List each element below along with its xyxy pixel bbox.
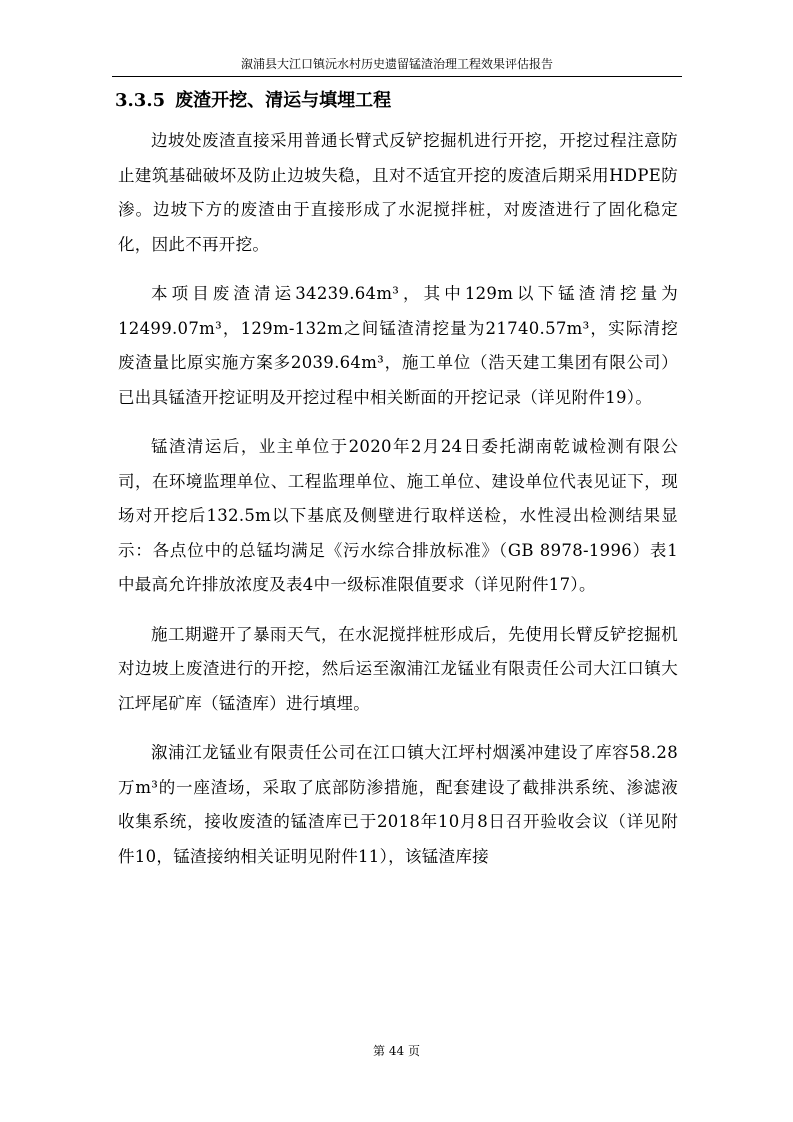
running-header: 溆浦县大江口镇沅水村历史遗留锰渣治理工程效果评估报告 xyxy=(240,57,553,71)
paragraph-excavation-method: 边坡处废渣直接采用普通长臂式反铲挖掘机进行开挖，开挖过程注意防止建筑基础破坏及防止边坡失稳，且对不适宜开挖的废渣后期采用HDPE防渗。边坡下方的废渣由于直接形成了水泥搅拌桩，对废渣进行了固化稳定化，因此不再开挖。 xyxy=(118,131,678,254)
page-number: 第 44 页 xyxy=(373,1044,420,1058)
paragraph-transport: 施工期避开了暴雨天气，在水泥搅拌桩形成后，先使用长臂反铲挖掘机对边坡上废渣进行的开挖，然后运至溆浦江龙锰业有限责任公司大江口镇大江坪尾矿库（锰渣库）进行填埋。 xyxy=(118,624,678,713)
header-rule xyxy=(112,76,682,77)
section-title: 废渣开挖、清运与填埋工程 xyxy=(175,90,392,111)
section-number: 3.3.5 xyxy=(115,90,166,111)
paragraph-slag-yard: 溆浦江龙锰业有限责任公司在江口镇大江坪村烟溪冲建设了库容58.28万m³的一座渣场，采取了底部防渗措施，配套建设了截排洪系统、渗滤液收集系统，接收废渣的锰渣库已于2018年10月8日召开验收会议（详见附件10，锰渣接纳相关证明见附件11），该锰渣库接 xyxy=(118,743,678,866)
section-heading xyxy=(115,88,391,114)
paragraph-sampling-test: 锰渣清运后，业主单位于2020年2月24日委托湖南乾诚检测有限公司，在环境监理单位、工程监理单位、施工单位、建设单位代表见证下，现场对开挖后132.5m以下基底及侧壁进行取样送检，水性浸出检测结果显示：各点位中的总锰均满足《污水综合排放标准》（GB 8978-1996）表1中最高允许排放浓度及表4中一级标准限值要求（详见附件17）。 xyxy=(118,437,678,594)
paragraph-clearance-volume: 本项目废渣清运34239.64m³，其中129m以下锰渣清挖量为12499.07m³，129m-132m之间锰渣清挖量为21740.57m³，实际清挖废渣量比原实施方案多2039.64m³，施工单位（浩天建工集团有限公司）已出具锰渣开挖证明及开挖过程中相关断面的开挖记录（详见附件19）。 xyxy=(118,284,678,407)
body-text xyxy=(118,124,678,889)
